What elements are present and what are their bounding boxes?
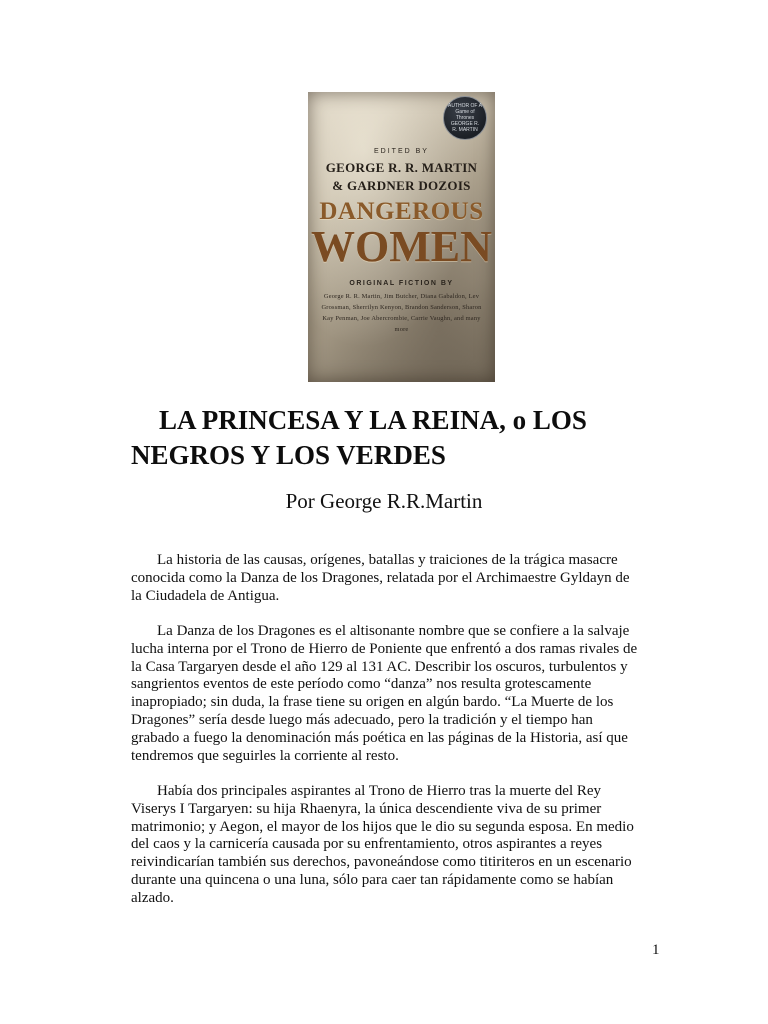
cover-title-line-2: WOMEN xyxy=(311,222,492,271)
paragraph-1-text: La historia de las causas, orígenes, batallas y traiciones de la trágica masacre conocida como la Danza de los Dragones, relatada por el Archimaestre Gyldayn de la Ciudadela de Antigua. xyxy=(131,552,630,604)
page-number: 1 xyxy=(652,942,660,958)
cover-original-fiction: ORIGINAL FICTION BY xyxy=(349,280,454,287)
cover-authors: George R. R. Martin, Jim Butcher, Diana Gabaldon, Lev Grossman, Sherrilyn Kenyon, Brandon Sanderson, Sharon Kay Penman, Joe Abercrombie, Carrie Vaughn, and many more xyxy=(321,293,482,333)
paragraph-3 xyxy=(131,783,641,908)
paragraph-2-text: La Danza de los Dragones es el altisonante nombre que se confiere a la salvaje lucha interna por el Trono de Hierro de Poniente que enfrentó a dos ramas rivales de la Casa Targaryen desde el año 129 al 131 AC. Describir los oscuros, turbulentos y sangrientos eventos de este período como “danza” nos resulta grotescamente inapropiado; sin duda, la frase tiene su origen en algún bardo. “La Muerte de los Dragones” sería desde luego más adecuado, pero la tradición y el tiempo han grabado a fuego la denominación más poética en las páginas de la Historia, así que tendremos que seguirles la corriente al resto. xyxy=(131,623,638,764)
paragraph-2 xyxy=(131,623,641,765)
cover-editor-1: GEORGE R. R. MARTIN xyxy=(325,160,478,175)
cover-badge: AUTHOR OF A Game of Thrones GEORGE R. R. MARTIN xyxy=(443,96,487,140)
paragraph-3-text: Había dos principales aspirantes al Trono de Hierro tras la muerte del Rey Viserys I Targaryen: su hija Rhaenyra, la única descendiente viva de su primer matrimonio; y Aegon, el mayor de los hijos que le dio su segunda esposa. En medio del caos y la carnicería causada por su enfrentamiento, otros aspirantes a reyes reivindicarían también sus derechos, pavoneándose como titiriteros en un escenario durante una quincena o una luna, sólo para caer tan rápidamente como se habían alzado. xyxy=(131,783,634,906)
book-cover-image xyxy=(308,92,495,382)
paragraph-1 xyxy=(131,552,641,605)
cover-title-line-1: DANGEROUS xyxy=(319,198,484,225)
document-title xyxy=(131,403,691,473)
cover-edited-by: EDITED BY xyxy=(374,148,429,155)
document-title-text: LA PRINCESA Y LA REINA, o LOS NEGROS Y LOS VERDES xyxy=(131,405,587,470)
document-byline: Por George R.R.Martin xyxy=(285,489,483,513)
cover-editor-2: & GARDNER DOZOIS xyxy=(332,178,471,193)
